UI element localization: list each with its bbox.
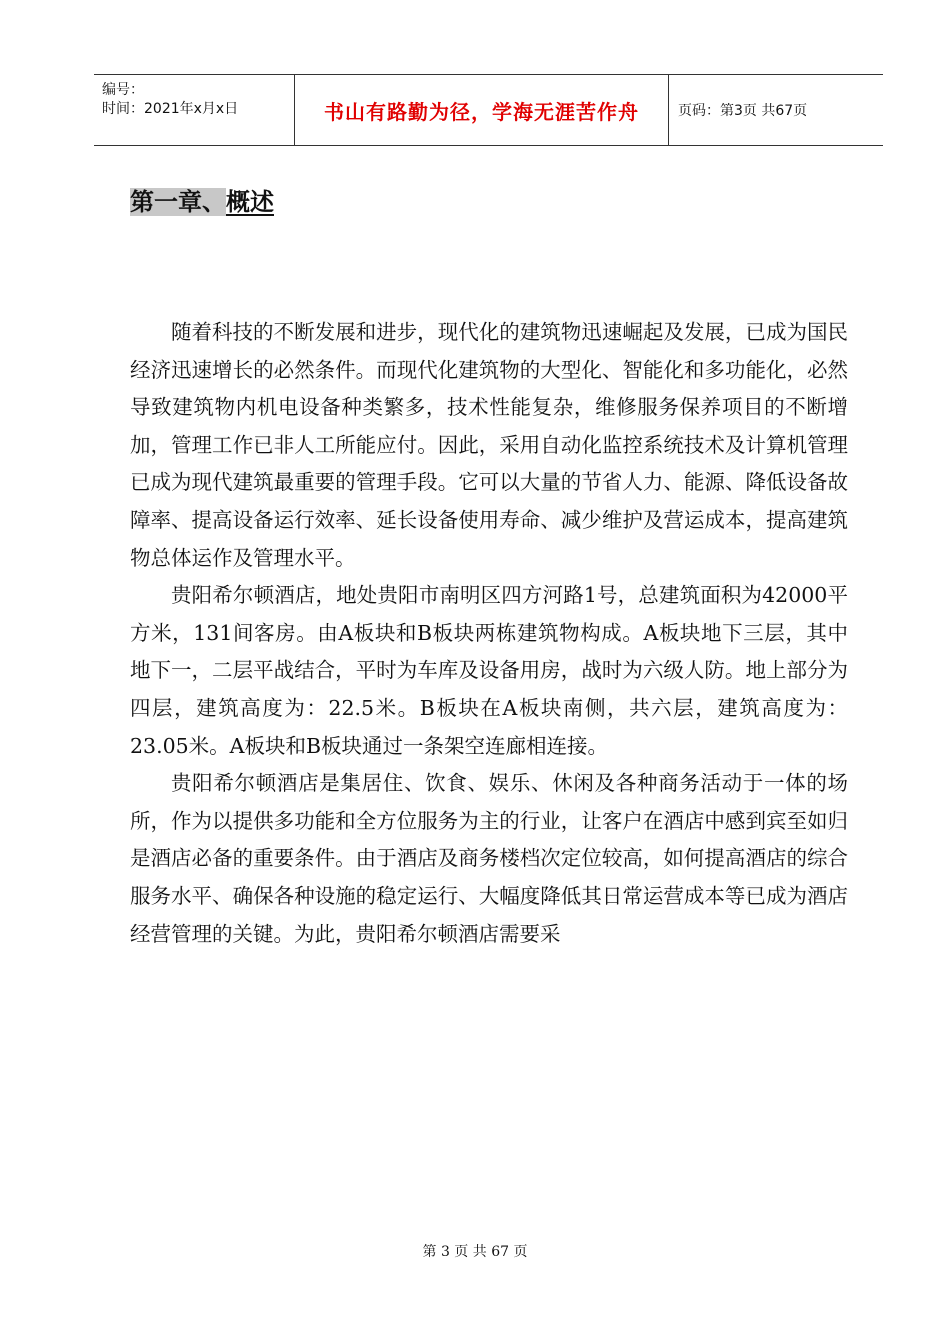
document-time-label: 时间：2021年x月x日: [102, 101, 239, 117]
page-footer: 第 3 页 共 67 页: [422, 1244, 528, 1260]
header-page-info: 页码：第3页 共67页: [678, 103, 808, 119]
header-meta: [102, 81, 238, 119]
document-number-label: 编号：: [102, 82, 144, 98]
chapter-title: 概述: [226, 188, 274, 216]
header-divider: [668, 75, 669, 145]
page-header: [94, 74, 883, 146]
header-motto: 书山有路勤为径，学海无涯苦作舟: [324, 99, 639, 124]
paragraph: 随着科技的不断发展和进步，现代化的建筑物迅速崛起及发展，已成为国民经济迅速增长的必然条件。而现代化建筑物的大型化、智能化和多功能化，必然导致建筑物内机电设备种类繁多，技术性能复杂，维修服务保养项目的不断增加，管理工作已非人工所能应付。因此，采用自动化监控系统技术及计算机管理已成为现代建筑最重要的管理手段。它可以大量的节省人力、能源、降低设备故障率、提高设备运行效率、延长设备使用寿命、减少维护及营运成本，提高建筑物总体运作及管理水平。: [130, 320, 848, 570]
body-text: [130, 314, 848, 953]
paragraph: 贵阳希尔顿酒店是集居住、饮食、娱乐、休闲及各种商务活动于一体的场所，作为以提供多功能和全方位服务为主的行业，让客户在酒店中感到宾至如归是酒店必备的重要条件。由于酒店及商务楼档次定位较高，如何提高酒店的综合服务水平、确保各种设施的稳定运行、大幅度降低其日常运营成本等已成为酒店经营管理的关键。为此，贵阳希尔顿酒店需要采: [130, 771, 848, 946]
chapter-number: 第一章、: [130, 188, 226, 216]
chapter-heading: [130, 185, 274, 219]
paragraph: 贵阳希尔顿酒店，地处贵阳市南明区四方河路1号，总建筑面积为42000平方米，131间客房。由A板块和B板块两栋建筑物构成。A板块地下三层，其中地下一，二层平战结合，平时为车库及设备用房，战时为六级人防。地上部分为四层，建筑高度为：22.5米。B板块在A板块南侧，共六层，建筑高度为：23.05米。A板块和B板块通过一条架空连廊相连接。: [130, 583, 848, 758]
